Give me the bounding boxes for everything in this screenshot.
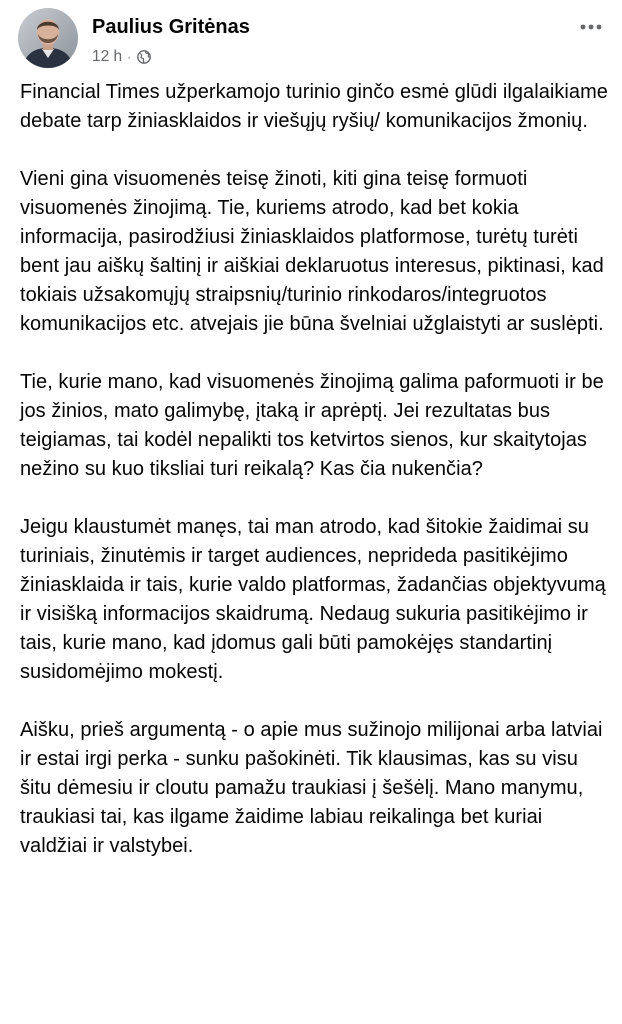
post-paragraph: Jeigu klaustumėt manęs, tai man atrodo, kad šitokie žaidimai su turiniais, žinutėmis ir target audiences, neprideda pasitikėjimo žiniasklaida ir tais, kurie valdo platformas, žadančias objektyvumą ir visišką informacijos skaidrumą. Nedaug sukuria pasitikėjimo ir tais, kurie mano, kad įdomus gali būti pamokėjęs standartinį susidomėjimo mokestį. (20, 516, 606, 683)
avatar-image (18, 8, 78, 68)
more-options-icon[interactable] (576, 12, 606, 42)
post-timestamp[interactable]: 12 h (92, 48, 123, 65)
author-name[interactable]: Paulius Gritėnas (92, 16, 250, 38)
post-paragraph: Financial Times užperkamojo turinio ginčo esmė glūdi ilgalaikiame debate tarp žiniasklaidos ir viešųjų ryšių/ komunikacijos žmonių. (20, 81, 608, 132)
post-header (18, 8, 608, 72)
globe-icon[interactable] (137, 50, 151, 64)
post-body (20, 78, 612, 861)
post-meta (92, 48, 151, 66)
post-paragraph: Tie, kurie mano, kad visuomenės žinojimą galima paformuoti ir be jos žinios, mato galimybę, įtaką ir aprėptį. Jei rezultatas bus teigiamas, tai kodėl nepalikti tos ketvirtos sienos, kur skaitytojas nežino su kuo tiksliai turi reikalą? Kas čia nukenčia? (20, 371, 604, 480)
post-paragraph: Vieni gina visuomenės teisę žinoti, kiti gina teisę formuoti visuomenės žinojimą. Tie, kuriems atrodo, kad bet kokia informacija, pasirodžiusi žiniasklaidos platformose, turėtų turėti bent jau aiškų šaltinį ir aiškiai deklaruotus interesus, piktinasi, kad tokiais užsakomųjų straipsnių/turinio rinkodaros/integruotos komunikacijos etc. atvejais jie būna švelniai užglaistyti ar suslėpti. (20, 168, 604, 335)
meta-separator: · (127, 50, 132, 64)
avatar[interactable] (18, 8, 78, 68)
post-paragraph: Aišku, prieš argumentą - o apie mus sužinojo milijonai arba latviai ir estai irgi perka - sunku pašokinėti. Tik klausimas, kas su visu šitu dėmesiu ir cloutu pamažu traukiasi į šešėlį. Mano manymu, traukiasi tai, kas ilgame žaidime labiau reikalinga bet kuriai valdžiai ir valstybei. (20, 719, 603, 857)
